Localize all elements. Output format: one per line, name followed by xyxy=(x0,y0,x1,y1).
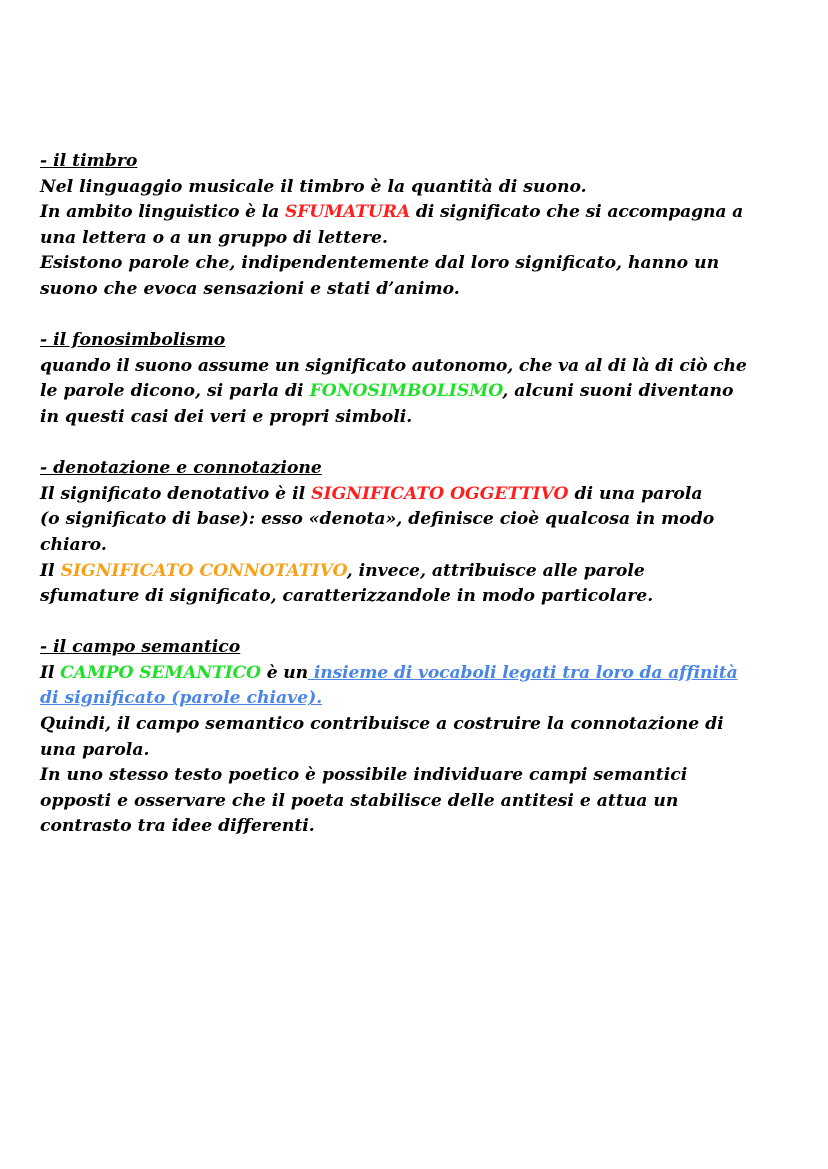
text-span: le parole dicono, si parla di xyxy=(40,381,310,402)
highlight-term-significato-oggettivo: SIGNIFICATO OGGETTIVO xyxy=(311,483,569,504)
paragraph-line: chiaro. xyxy=(40,534,107,555)
section-heading-denotazione: - denotazione e connotazione xyxy=(40,458,322,479)
definition-link[interactable]: insieme di vocaboli legati tra loro da affinità xyxy=(308,662,738,683)
paragraph-line xyxy=(40,379,810,405)
highlight-term-sfumatura: SFUMATURA xyxy=(284,202,411,223)
paragraph-line xyxy=(40,559,810,585)
paragraph-line xyxy=(40,686,810,712)
paragraph-line: In uno stesso testo poetico è possibile individuare campi semantici xyxy=(40,765,688,786)
paragraph-line: contrasto tra idee differenti. xyxy=(40,816,315,837)
paragraph-line: sfumature di significato, caratterizzandole in modo particolare. xyxy=(40,586,654,607)
text-span: Il significato denotativo è il xyxy=(40,483,312,504)
paragraph-line: Quindi, il campo semantico contribuisce a costruire la connotazione di xyxy=(40,714,724,735)
paragraph-line: una lettera o a un gruppo di lettere. xyxy=(40,227,388,248)
text-span: In ambito linguistico è la xyxy=(40,202,285,223)
paragraph-line: Nel linguaggio musicale il timbro è la quantità di suono. xyxy=(40,176,587,197)
section-heading-fonosimbolismo: - il fonosimbolismo xyxy=(40,330,226,351)
highlight-term-significato-connotativo: SIGNIFICATO CONNOTATIVO xyxy=(60,560,347,581)
definition-link[interactable]: di significato (parole chiave). xyxy=(40,688,323,709)
paragraph-line xyxy=(40,482,810,508)
paragraph-line: (o significato di base): esso «denota», definisce cioè qualcosa in modo xyxy=(40,509,715,530)
paragraph-line: suono che evoca sensazioni e stati d’animo. xyxy=(40,278,460,299)
text-span: , invece, attribuisce alle parole xyxy=(346,560,645,581)
text-span: Il xyxy=(40,662,61,683)
paragraph-line: opposti e osservare che il poeta stabilisce delle antitesi e attua un xyxy=(40,790,679,811)
paragraph-line xyxy=(40,200,810,226)
highlight-term-fonosimbolismo: FONOSIMBOLISMO xyxy=(309,381,503,402)
text-span: Il xyxy=(40,560,61,581)
paragraph-line: in questi casi dei veri e propri simboli. xyxy=(40,406,413,427)
spacer xyxy=(40,431,810,457)
spacer xyxy=(40,303,810,329)
text-span: , alcuni suoni diventano xyxy=(502,381,734,402)
highlight-term-campo-semantico: CAMPO SEMANTICO xyxy=(60,662,261,683)
paragraph-line xyxy=(40,661,810,687)
text-span: di una parola xyxy=(568,483,703,504)
text-span: di significato che si accompagna a xyxy=(410,202,744,223)
spacer xyxy=(40,610,810,636)
section-heading-timbro: - il timbro xyxy=(40,151,138,171)
section-heading-campo-semantico: - il campo semantico xyxy=(40,637,241,658)
document-body xyxy=(40,149,810,840)
text-span: è un xyxy=(260,662,309,683)
paragraph-line: quando il suono assume un significato autonomo, che va al di là di ciò che xyxy=(40,355,747,376)
paragraph-line: Esistono parole che, indipendentemente dal loro significato, hanno un xyxy=(40,253,720,274)
paragraph-line: una parola. xyxy=(40,739,150,760)
